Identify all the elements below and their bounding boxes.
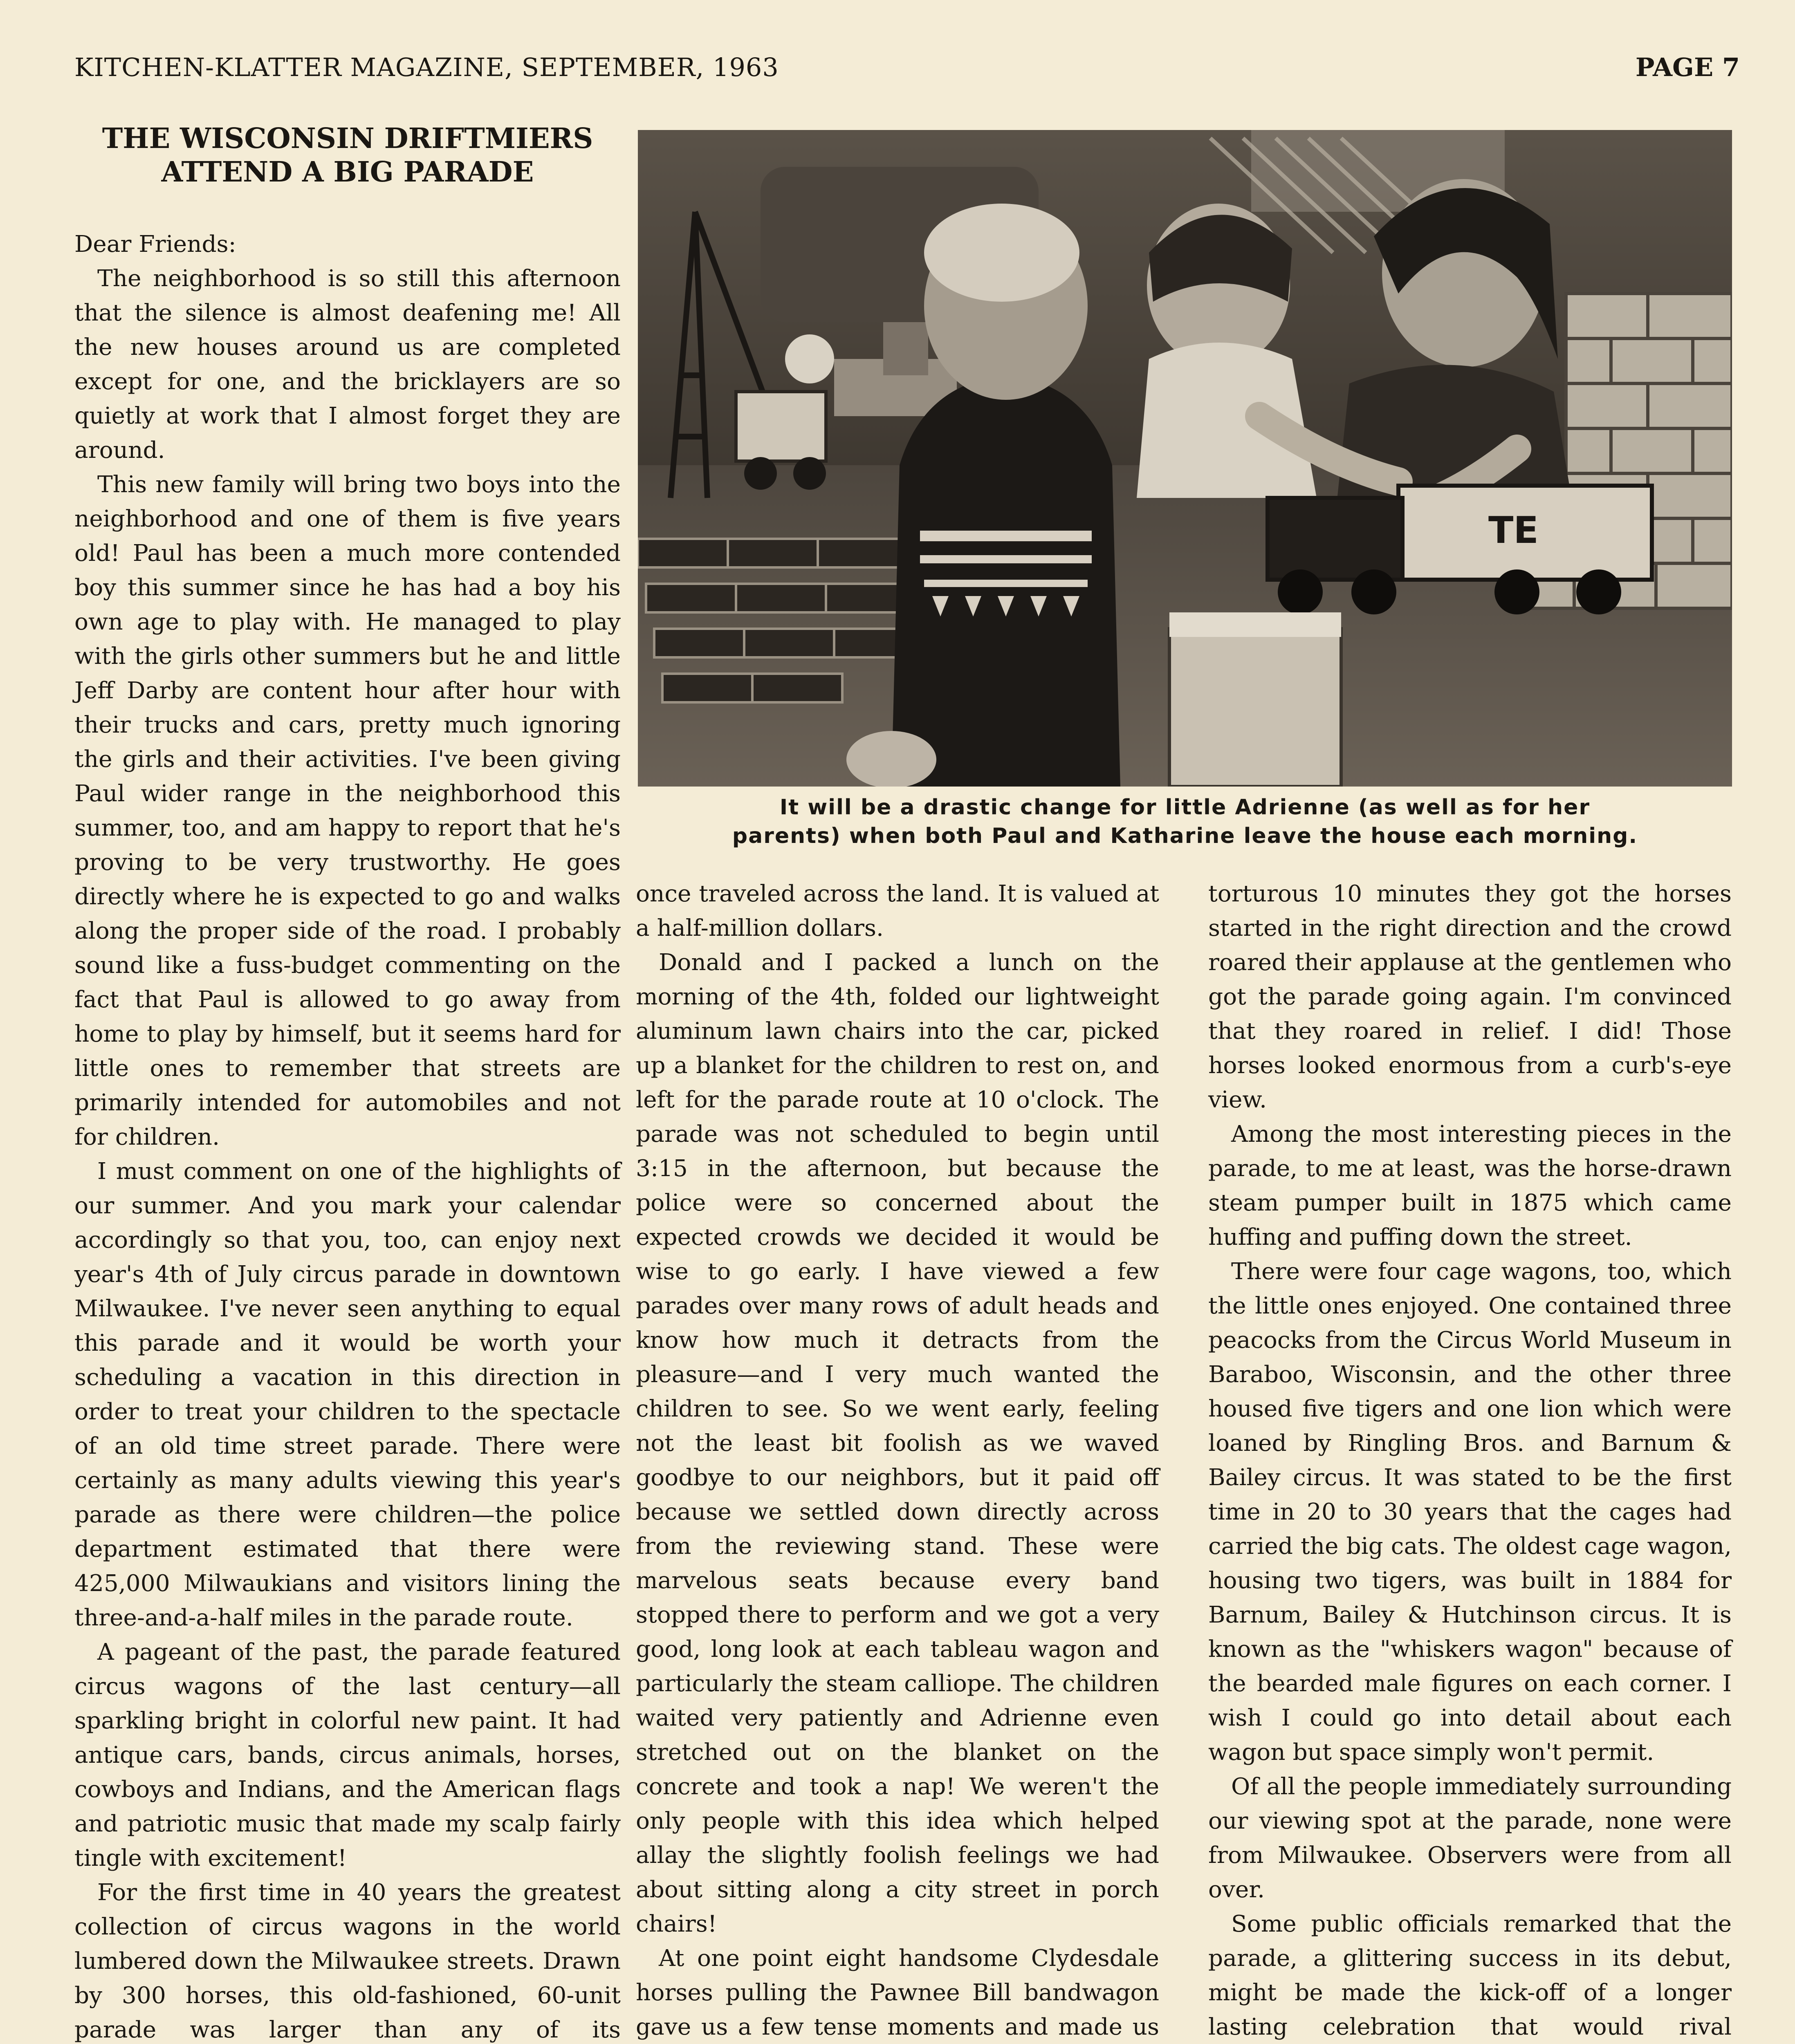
running-header: KITCHEN-KLATTER MAGAZINE, SEPTEMBER, 1963	[74, 52, 779, 82]
photo-caption	[638, 793, 1732, 850]
page-number: PAGE 7	[1635, 52, 1740, 82]
photo-caption-line-1: It will be a drastic change for little Adrienne (as well as for her	[779, 795, 1591, 820]
article-title-line-2: ATTEND A BIG PARADE	[161, 156, 534, 188]
paragraph: Of all the people immediately surrounding our viewing spot at the parade, none were from Milwaukee. Observers were from all over.	[1208, 1773, 1732, 1903]
paragraph: For the first time in 40 years the greatest collection of circus wagons in the world lumbered down the Milwaukee streets. Drawn by 300 horses, this old-fashioned, 60-unit parade was larger than any of its	[74, 1879, 621, 2043]
paragraph: At one point eight handsome Clydesdale horses pulling the Pawnee Bill bandwagon gave us a few tense moments and made us	[636, 1945, 1159, 2040]
paragraph: The neighborhood is so still this afternoon that the silence is almost deafening me! All the new houses around us are completed except for one, and the bricklayers are so quietly at work that I almost forget they are around.	[74, 265, 621, 464]
salutation: Dear Friends:	[74, 231, 236, 258]
text-column-1	[74, 227, 621, 2044]
article-title-line-1: THE WISCONSIN DRIFTMIERS	[102, 122, 593, 155]
photo-caption-line-2: parents) when both Paul and Katharine leave the house each morning.	[732, 824, 1638, 848]
photo-illustration	[638, 130, 1732, 787]
truck-label: TE	[1488, 509, 1539, 552]
paragraph: A pageant of the past, the parade featured circus wagons of the last century—all sparkling bright in colorful new paint. It had antique cars, bands, circus animals, horses, cowboys and Indians, and the American flags and patriotic music that made my scalp fairly tingle with excitement!	[74, 1639, 621, 1871]
text-column-2	[636, 877, 1159, 2044]
family-photo	[638, 130, 1732, 787]
paragraph: Donald and I packed a lunch on the morning of the 4th, folded our lightweight aluminum lawn chairs into the car, picked up a blanket for the children to rest on, and left for the parade route at 10 o'clock. The parade was not scheduled to begin until 3:15 in the afternoon, but because the police were so concerned about the expected crowds we decided it would be wise to go early. I have viewed a few parades over many rows of adult heads and know how much it detracts from the pleasure—and I very much wanted the children to see. So we went early, feeling not the least bit foolish as we waved goodbye to our neighbors, but it paid off because we settled down directly across from the reviewing stand. These were marvelous seats because every band stopped there to perform and we got a very good, long look at each tableau wagon and particularly the steam calliope. The children waited very patiently and Adrienne even stretched out on the blanket on the concrete and took a nap! We weren't the only people with this idea which helped allay the slightly foolish feelings we had about sitting along a city street in porch chairs!	[636, 949, 1159, 1937]
paragraph: Among the most interesting pieces in the parade, to me at least, was the horse-drawn steam pumper built in 1875 which came huffing and puffing down the street.	[1208, 1121, 1732, 1251]
text-column-3	[1208, 877, 1732, 2044]
paragraph: This new family will bring two boys into the neighborhood and one of them is five years old! Paul has been a much more contended boy this summer since he has had a boy his own age to play with. He managed to play with the girls other summers but he and little Jeff Darby are content hour after hour with their trucks and cars, pretty much ignoring the girls and their activities. I've been giving Paul wider range in the neighborhood this summer, too, and am happy to report that he's proving to be very trustworthy. He goes directly where he is expected to go and walks along the proper side of the road. I probably sound like a fuss-budget commenting on the fact that Paul is allowed to go away from home to play by himself, but it seems hard for little ones to remember that streets are primarily intended for automobiles and not for children.	[74, 471, 621, 1150]
paragraph: once traveled across the land. It is valued at a half-million dollars.	[636, 881, 1159, 941]
paragraph: I must comment on one of the highlights of our summer. And you mark your calendar accordingly so that you, too, can enjoy next year's 4th of July circus parade in downtown Milwaukee. I've never seen anything to equal this parade and it would be worth your scheduling a vacation in this direction in order to treat your children to the spectacle of an old time street parade. There were certainly as many adults viewing this year's parade as there were children—the police department estimated that there were 425,000 Milwaukians and visitors lining the three-and-a-half miles in the parade route.	[74, 1158, 621, 1631]
paragraph: torturous 10 minutes they got the horses started in the right direction and the crowd roared their applause at the gentlemen who got the parade going again. I'm convinced that they roared in relief. I did! Those horses looked enormous from a curb's-eye view.	[1208, 881, 1732, 1113]
paragraph: There were four cage wagons, too, which the little ones enjoyed. One contained three peacocks from the Circus World Museum in Baraboo, Wisconsin, and the other three housed five tigers and one lion which were loaned by Ringling Bros. and Barnum & Bailey circus. It was stated to be the first time in 20 to 30 years that the cages had carried the big cats. The oldest cage wagon, housing two tigers, was built in 1884 for Barnum, Bailey & Hutchinson circus. It is known as the "whiskers wagon" because of the bearded male figures on each corner. I wish I could go into detail about each wagon but space simply won't permit.	[1208, 1258, 1732, 1766]
paragraph: Some public officials remarked that the parade, a glittering success in its debut, might be made the kick-off of a longer lasting celebration that would rival	[1208, 1911, 1732, 2040]
article-title	[74, 122, 621, 189]
